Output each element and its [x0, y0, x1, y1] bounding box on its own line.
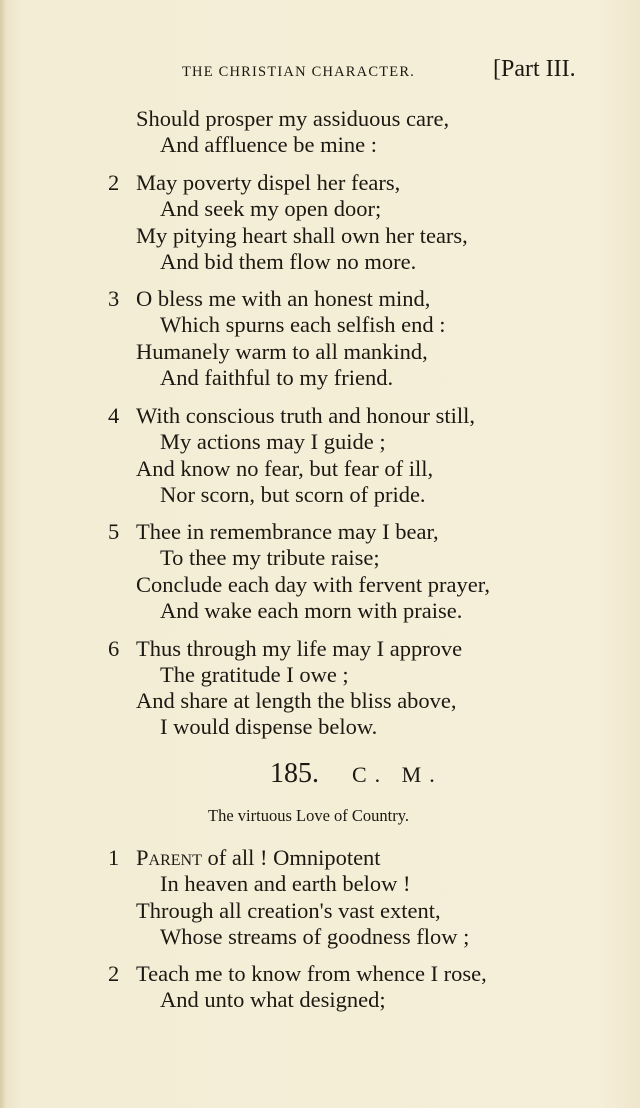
- stanza-number: 2: [108, 170, 120, 195]
- running-title: THE CHRISTIAN CHARACTER.: [182, 64, 416, 80]
- verse-line: Which spurns each selfish end :: [160, 312, 446, 337]
- stanza-number: 4: [108, 403, 120, 428]
- verse-line: [136, 845, 381, 871]
- verse-line: And affluence be mine :: [160, 132, 378, 157]
- verse-line: With conscious truth and honour still,: [136, 403, 476, 428]
- stanza-number: 6: [108, 636, 120, 661]
- verse-line: And faithful to my friend.: [160, 365, 394, 390]
- verse-line: Humanely warm to all mankind,: [136, 339, 428, 364]
- verse-line: Thus through my life may I approve: [136, 636, 463, 661]
- verse-line: And wake each morn with praise.: [160, 598, 463, 623]
- hymn-title: The virtuous Love of Country.: [208, 806, 410, 825]
- part-label: [Part III.: [493, 56, 576, 82]
- verse-line: And share at length the bliss above,: [136, 688, 457, 713]
- verse-line: Whose streams of goodness flow ;: [160, 924, 470, 949]
- verse-line: Conclude each day with fervent prayer,: [136, 572, 490, 597]
- verse-line: In heaven and earth below !: [160, 871, 411, 896]
- verse-line: May poverty dispel her fears,: [136, 170, 401, 195]
- verse-line: Should prosper my assiduous care,: [136, 106, 450, 131]
- verse-line: Nor scorn, but scorn of pride.: [160, 482, 426, 507]
- verse-line: My actions may I guide ;: [160, 429, 386, 454]
- hymn-number: 185.: [270, 758, 319, 789]
- verse-line: The gratitude I owe ;: [160, 662, 349, 687]
- first-word: Parent: [136, 845, 202, 870]
- verse-line: And know no fear, but fear of ill,: [136, 456, 434, 481]
- verse-line: My pitying heart shall own her tears,: [136, 223, 468, 248]
- page-edge-shadow: [0, 0, 6, 1108]
- stanza-number: 1: [108, 845, 120, 870]
- stanza-number: 2: [108, 961, 120, 986]
- hymn-meter: C. M.: [352, 762, 443, 787]
- verse-line: And unto what designed;: [160, 987, 386, 1012]
- verse-line: I would dispense below.: [160, 714, 378, 739]
- verse-line: And bid them flow no more.: [160, 249, 417, 274]
- verse-line: Thee in remembrance may I bear,: [136, 519, 439, 544]
- verse-line: To thee my tribute raise;: [160, 545, 380, 570]
- first-line-rest: of all ! Omnipotent: [201, 845, 381, 870]
- stanza-number: 3: [108, 286, 120, 311]
- stanza-number: 5: [108, 519, 120, 544]
- verse-line: Through all creation's vast extent,: [136, 898, 441, 923]
- page-header: [0, 56, 640, 90]
- verse-line: Teach me to know from whence I rose,: [136, 961, 487, 986]
- verse-line: And seek my open door;: [160, 196, 382, 221]
- verse-line: O bless me with an honest mind,: [136, 286, 431, 311]
